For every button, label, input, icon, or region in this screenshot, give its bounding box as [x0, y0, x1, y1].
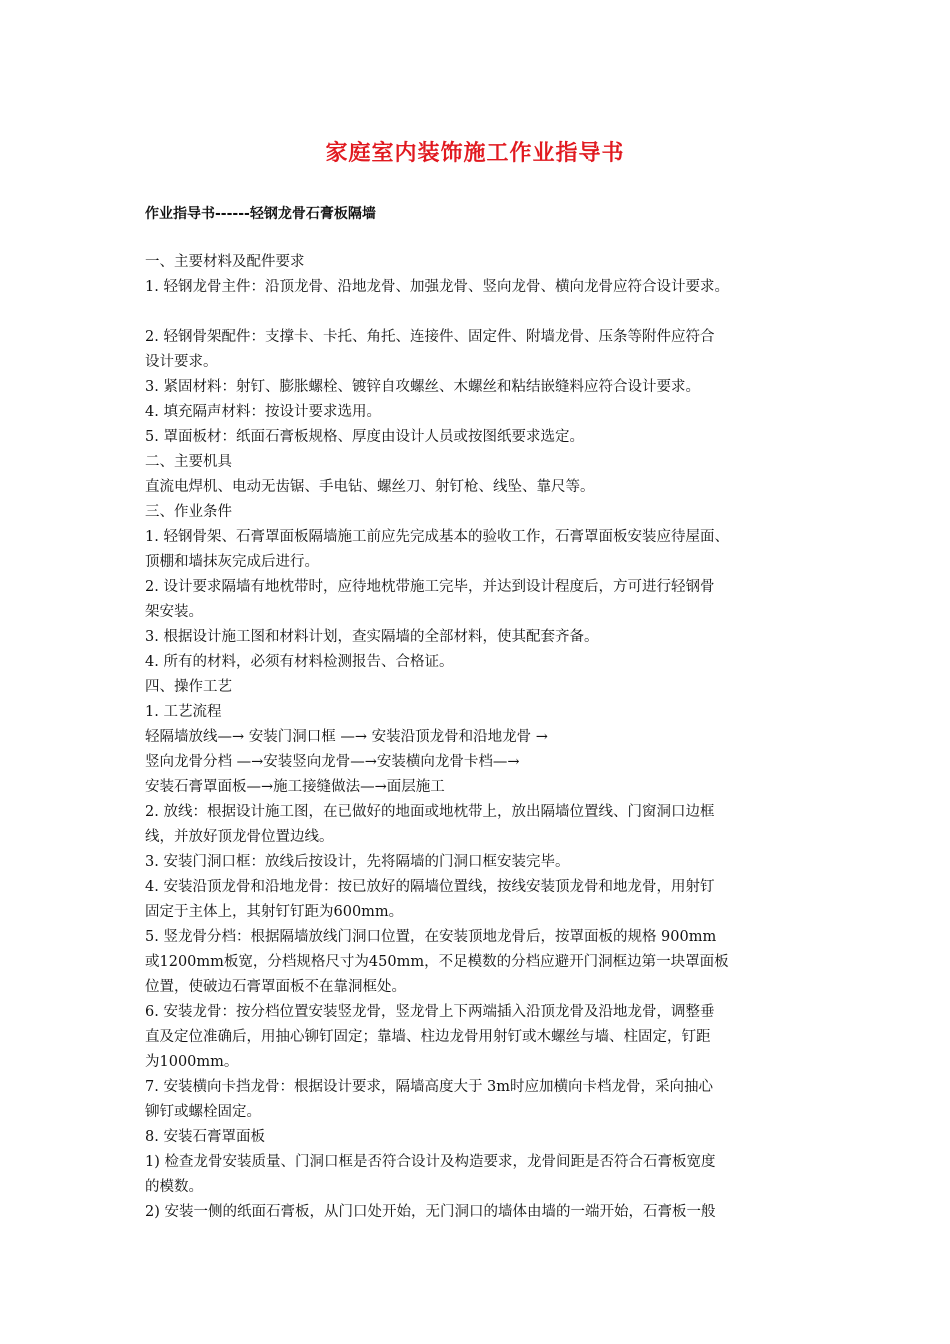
- text-line: 架安装。: [145, 604, 203, 620]
- text-line: 三、作业条件: [145, 504, 232, 520]
- text-line: 4. 安装沿顶龙骨和沿地龙骨：按已放好的隔墙位置线，按线安装顶龙骨和地龙骨，用射钉: [145, 879, 715, 895]
- text-line: 铆钉或螺栓固定。: [145, 1104, 261, 1120]
- text-line: 1. 轻钢骨架、石膏罩面板隔墙施工前应先完成基本的验收工作，石膏罩面板安装应待屋面、: [145, 529, 729, 545]
- document-title: 家庭室内装饰施工作业指导书: [325, 141, 625, 166]
- text-line: 线，并放好顶龙骨位置边线。: [145, 829, 334, 845]
- text-line: 1. 轻钢龙骨主件：沿顶龙骨、沿地龙骨、加强龙骨、竖向龙骨、横向龙骨应符合设计要求。: [145, 279, 729, 295]
- text-line: 位置，使破边石膏罩面板不在靠洞框处。: [145, 979, 406, 995]
- text-line: 四、操作工艺: [145, 679, 232, 695]
- text-line: 1) 检查龙骨安装质量、门洞口框是否符合设计及构造要求，龙骨间距是否符合石膏板宽度: [145, 1154, 716, 1170]
- document-subtitle: 作业指导书------轻钢龙骨石膏板隔墙: [145, 206, 376, 222]
- text-line: 的模数。: [145, 1179, 203, 1195]
- text-line: 或1200mm板宽，分档规格尺寸为450mm，不足模数的分档应避开门洞框边第一块罩面板: [145, 954, 729, 970]
- text-line: 直流电焊机、电动无齿锯、手电钻、螺丝刀、射钉枪、线坠、靠尺等。: [145, 479, 595, 495]
- text-line: 竖向龙骨分档 —→安装竖向龙骨—→安装横向龙骨卡档—→: [145, 754, 520, 770]
- text-line: 4. 填充隔声材料：按设计要求选用。: [145, 404, 381, 420]
- text-line: 2) 安装一侧的纸面石膏板，从门口处开始，无门洞口的墙体由墙的一端开始，石膏板一般: [145, 1204, 716, 1220]
- text-line: 3. 根据设计施工图和材料计划，查实隔墙的全部材料，使其配套齐备。: [145, 629, 599, 645]
- blank-line: [145, 300, 825, 325]
- text-line: 直及定位准确后，用抽心铆钉固定；靠墙、柱边龙骨用射钉或木螺丝与墙、柱固定，钉距: [145, 1029, 711, 1045]
- text-line: 3. 安装门洞口框：放线后按设计，先将隔墙的门洞口框安装完毕。: [145, 854, 570, 870]
- text-line: 3. 紧固材料：射钉、膨胀螺栓、镀锌自攻螺丝、木螺丝和粘结嵌缝料应符合设计要求。: [145, 379, 700, 395]
- text-line: 1. 工艺流程: [145, 704, 222, 720]
- text-line: 6. 安装龙骨：按分档位置安装竖龙骨，竖龙骨上下两端插入沿顶龙骨及沿地龙骨，调整垂: [145, 1004, 715, 1020]
- text-line: 安装石膏罩面板—→施工接缝做法—→面层施工: [145, 779, 445, 795]
- text-line: 2. 放线：根据设计施工图，在已做好的地面或地枕带上，放出隔墙位置线、门窗洞口边框: [145, 804, 715, 820]
- text-line: 轻隔墙放线—→ 安装门洞口框 —→ 安装沿顶龙骨和沿地龙骨 →: [145, 729, 548, 745]
- text-line: 一、主要材料及配件要求: [145, 254, 305, 270]
- text-line: 7. 安装横向卡挡龙骨：根据设计要求，隔墙高度大于 3m时应加横向卡档龙骨，采向抽心: [145, 1079, 714, 1095]
- text-line: 8. 安装石膏罩面板: [145, 1129, 265, 1145]
- text-line: 二、主要机具: [145, 454, 232, 470]
- text-line: 为1000mm。: [145, 1054, 239, 1070]
- text-line: 设计要求。: [145, 354, 218, 370]
- text-line: 4. 所有的材料，必须有材料检测报告、合格证。: [145, 654, 454, 670]
- text-line: 顶棚和墙抹灰完成后进行。: [145, 554, 319, 570]
- text-line: 2. 轻钢骨架配件：支撑卡、卡托、角托、连接件、固定件、附墙龙骨、压条等附件应符合: [145, 329, 715, 345]
- text-line: 固定于主体上，其射钉钉距为600mm。: [145, 904, 404, 920]
- text-line: 2. 设计要求隔墙有地枕带时，应待地枕带施工完毕，并达到设计程度后，方可进行轻钢骨: [145, 579, 715, 595]
- text-line: 5. 罩面板材：纸面石膏板规格、厚度由设计人员或按图纸要求选定。: [145, 429, 584, 445]
- text-line: 5. 竖龙骨分档：根据隔墙放线门洞口位置，在安装顶地龙骨后，按罩面板的规格 900mm: [145, 929, 717, 945]
- document-body: [145, 250, 825, 1225]
